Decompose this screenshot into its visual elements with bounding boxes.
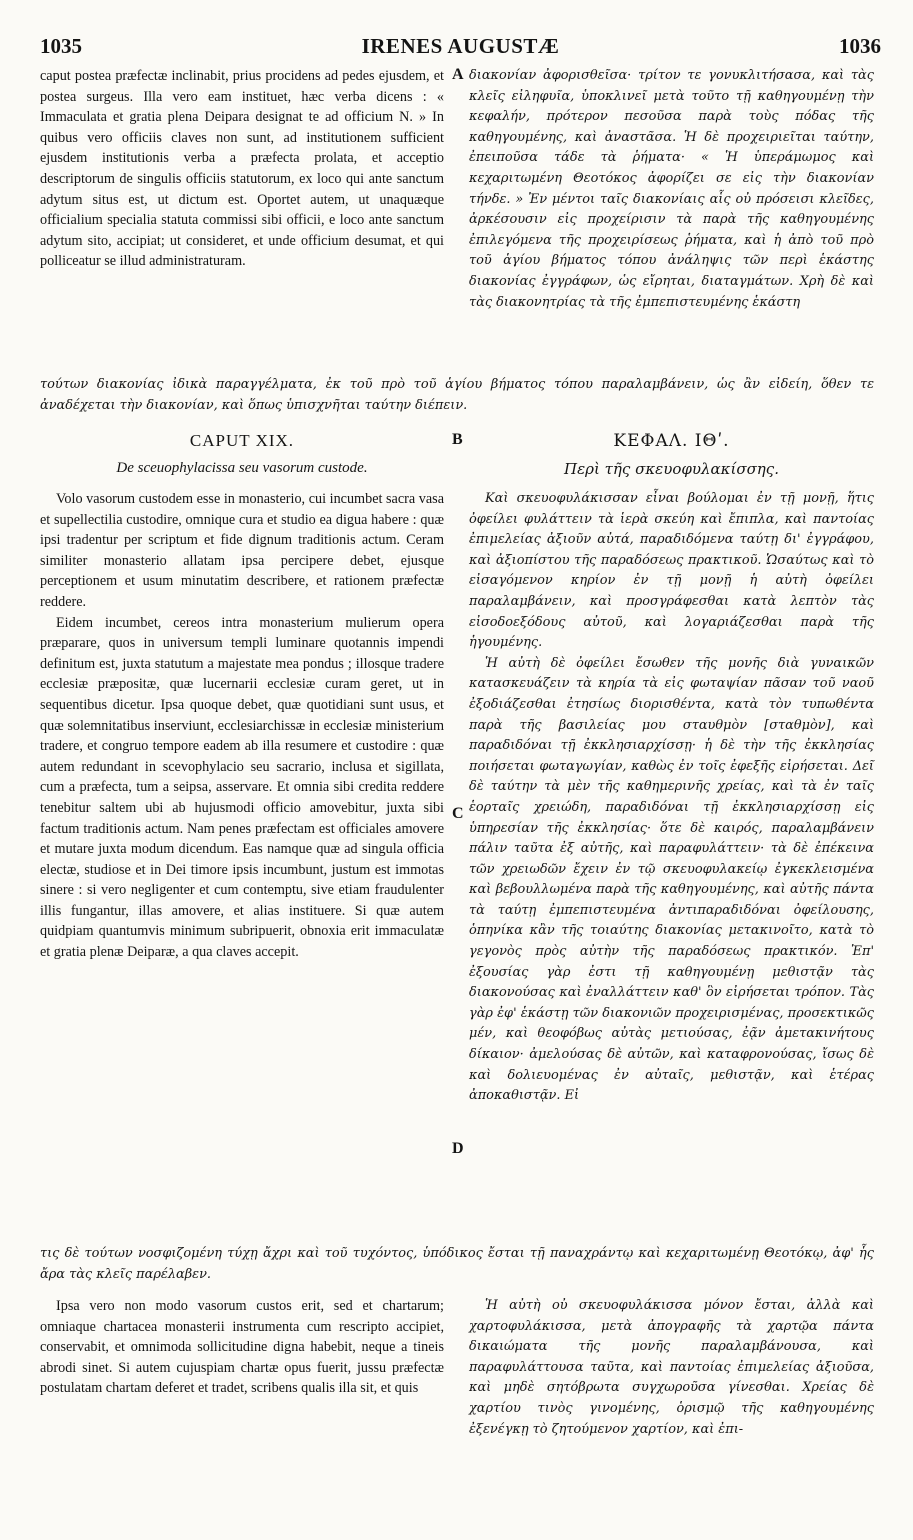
running-title: IRENES AUGUSTÆ (361, 34, 560, 58)
latin-paragraph: Ipsa vero non modo vasorum custos erit, sed et chartarum; omniaque chartacea monasterii instrumenta cum rescripto accipiet, conservabit, et omnimoda sollicitudine digna habebit, neque a tineis abrodi sinet. Si autem cujuspiam chartæ opus fuerit, jussu præfectæ postulatam chartam deferet et tradet, scribens qualis illa sit, et quis (40, 1298, 444, 1397)
latin-paragraph: caput postea præfectæ inclinabit, prius procidens ad pedes ejusdem, et postea surgeus. Illa vero eam instituet, hæc verba dicens : « Immaculata et gratia plena Deipara designat te ad officium N. » In quibus vero officiis claves non sunt, ad institutionem sufficient ejusdem institutionis verba a præfecta prolata, et acceptio descriptorum de singulis officiis statutorum, ex loco qui ante sanctum adytum situs est, ut dictum est. Oportet autem, ut unaquæque officialium specialia statuta commissi sibi officii, e loco ante sanctum adytum sito, accipiat; ut consideret, et unde officium desumat, et qui polliceatur se illud administraturam. (40, 68, 444, 270)
greek-paragraph: Ἡ αὐτὴ οὐ σκευοφυλάκισσα μόνον ἔσται, ἀλλὰ καὶ χαρτοφυλάκισσα, μετὰ ἀπογραφῆς τὰ χαρτῷα πάντα δικαιώματα τῆς μονῆς παραλαμβάνουσα, καὶ παραφυλάττουσα ταῦτα, καὶ παντοίας ἐπιμελείας ἀξιοῦσα, καὶ μηδὲ σητόβρωτα συγχωροῦσα γίνεσθαι. Χρείας δὲ χαρτίου τινὸς γινομένης, ὁρισμῷ τῆς καθηγουμένης ἐξενέγκῃ τὸ ζητούμενον χαρτίον, καὶ ἐπι- (469, 1298, 874, 1437)
left-page-number: 1035 (40, 34, 82, 58)
margin-marker-b: B (452, 431, 463, 448)
greek-paragraph: διακονίαν ἀφορισθεῖσα· τρίτον τε γονυκλιτήσασα, καὶ τὰς κλεῖς εἰληφυῖα, ὑποκλινεῖ μετὰ τοῦτο τῇ καθηγουμένῃ τὴν κεφαλήν, πρότερον πεσοῦσα παρὰ τοὺς πόδας τῆς καθηγουμένης, καὶ ἀναστᾶσα. Ἡ δὲ προχειριεῖται ταύτην, ἐπειποῦσα τάδε τὰ ῥήματα· « Ἡ ὑπεράμωμος καὶ κεχαριτωμένη Θεοτόκος ἀφορίζει σε εἰς τὴν διακονίαν τήνδε. » Ἐν μέντοι ταῖς διακονίαις αἷς οὐ πρόσεισι κλεῖδες, ἀρκέσουσιν εἰς προχείρισιν τὰ παρὰ τῆς καθηγουμένης ἐπιλεγόμενα τῆς προχειρίσεως ῥήματα, καὶ ἡ ἀπὸ τοῦ πρὸ τοῦ ἁγίου βήματος τόπου ἀνάληψις τῶν περὶ ἑκάστης διακονίας ἐγγράφων, ὡς εἴρηται, διαταγμάτων. Χρὴ δὲ καὶ τὰς διακονητρίας τὰ τῆς ἐμπεπιστευμένης ἑκάστη (469, 68, 874, 310)
margin-marker-d: D (452, 1140, 464, 1157)
margin-marker-a: A (452, 66, 464, 83)
latin-column-b (40, 489, 444, 963)
greek-chapter-title: ΚΕΦΑΛ. ΙΘʹ. (613, 431, 730, 451)
spanning-greek-line-a: τούτων διακονίας ἰδικὰ παραγγέλματα, ἐκ τοῦ πρὸ τοῦ ἁγίου βήματος τόπου παραλαμβάνειν, ὡς ἂν εἰδείη, ὅθεν τε ἀναδέχεται τὴν διακονίαν, καὶ ὅπως ὑπισχνῆται ταύτην διέπειν. (40, 377, 874, 413)
greek-paragraph: Ἡ αὐτὴ δὲ ὀφείλει ἔσωθεν τῆς μονῆς διὰ γυναικῶν κατασκευάζειν τὰ κηρία τὰ εἰς φωταψίαν πᾶσαν τοῦ ναοῦ ἐξοδιάζεσθαι ἐτησίως διορισθέντα, κατὰ τὸν τυπωθέντα παρὰ τῆς βασιλείας μου σταυθμὸν [σταθμὸν], καὶ παραδιδόναι τῇ ἐκκλησιαρχίσσῃ· ἡ δὲ τὴν τῆς ἐκκλησίας ποιήσεται φωταγωγίαν, καθὼς ἐν τοῖς ἐφεξῆς εἰρήσεται. Δεῖ δὲ ταύτην τὰ μὲν τῆς καθημερινῆς χρείας, καὶ τὰ ἐν ταῖς ἑορταῖς χρειώδη, παραδιδόναι τῇ ἐκκλησιαρχίσσῃ εἰς ὑπηρεσίαν τῆς ἐκκλησίας· ὅτε δὲ καιρός, παραλαμβάνειν πάλιν ταῦτα ἐξ αὐτῆς, καὶ παραφυλάττειν· τὰ δὲ ἐπέκεινα τῶν χρειωδῶν ἔχειν ἐν τῷ σκευοφυλακείῳ ἐγκεκλεισμένα καὶ βεβουλλωμένα παρὰ τῆς καθηγουμένης, καὶ αὐτῆς πάντα τὰ ταύτῃ ἐμπεπιστευμένα ἀντιπαραδιδόναι ὀφείλουσης, ὁπηνίκα κἂν τῆς τοιαύτης διακονίας μετακινοῖτο, κατὰ τὸ γεγονὸς πρὸς αὐτὴν τῆς παραδόσεως πρακτικόν. Ἐπ' ἐξουσίας γὰρ ἐστι τῇ καθηγουμένῃ μεθιστᾷν τὰς διακονούσας καὶ ἐναλλάττειν καθ' ὃν εἰρήσεται τρόπον. Τὰς γὰρ ἐφ' ἑκάστῃ τῶν διακονιῶν προχειρισμένας, προσεκτικῶς μέν, καὶ θεοφόβως αὐτὰς μετιούσας, ἐᾷν ἀμετακινήτους δίκαιον· ἀμελούσας δὲ αὐτῶν, καὶ καταφρονούσας, ἴσως δὲ καὶ δολιευομένας ἐν αὐταῖς, μεθιστᾷν, καὶ ἑτέρας ἀποκαθιστᾷν. Εἰ (469, 655, 874, 1104)
latin-column-a (40, 66, 444, 272)
latin-chapter-title: CAPUT XIX. (189, 431, 295, 450)
greek-paragraph: Καὶ σκευοφυλάκισσαν εἶναι βούλομαι ἐν τῇ μονῇ, ἥτις ὀφείλει φυλάττειν τὰ ἱερὰ σκεύη καὶ ἔπιπλα, καὶ παντοίας ἐπιμελείας ἀξιοῦν αὐτά, παραδιδόμενα ταύτῃ δι' ἐγγράφου, καὶ ἀξιοπίστου τῆς παραδόσεως πρακτικοῦ. Ὡσαύτως καὶ τὸ εἰσαγόμενον κηρίον ἐν τῇ μονῇ ἡ αὐτὴ ὀφείλει παραλαμβάνειν, καὶ προσγράφεσθαι κατὰ λεπτὸν τὰς εἰσοδοεξόδους αὐτοῦ, καὶ λογαριάζεσθαι παρὰ τῆς ἡγουμένης. (469, 491, 874, 651)
latin-paragraph: Volo vasorum custodem esse in monasterio, cui incumbet sacra vasa et supellectilia custodire, omnique cura et studio ea digua habere : quæ ipsi tradentur per scriptum et fide dignum traditionis actum. Ceram similiter monasterio allatam ipsa percipere debet, ejusque perceptionem et usum minutatim describere, et rationem præfectæ reddere. (40, 491, 444, 610)
latin-chapter-subtitle: De sceuophylacissa seu vasorum custode. (116, 460, 368, 476)
right-page-number: 1036 (839, 34, 881, 58)
greek-column-c (469, 1296, 874, 1440)
greek-chapter-subtitle: Περὶ τῆς σκευοφυλακίσσης. (564, 460, 779, 478)
spanning-greek-line-b: τις δὲ τούτων νοσφιζομένη τύχῃ ἄχρι καὶ τοῦ τυχόντος, ὑπόδικος ἔσται τῇ παναχράντῳ καὶ κεχαριτωμένῃ Θεοτόκῳ, ἀφ' ἧς ἄρα τὰς κλεῖς παρέλαβεν. (40, 1246, 874, 1282)
margin-marker-c: C (452, 805, 464, 822)
latin-column-c (40, 1296, 444, 1399)
greek-column-b (469, 489, 874, 1107)
running-header (40, 34, 881, 58)
greek-column-a (469, 66, 874, 313)
latin-paragraph: Eidem incumbet, cereos intra monasterium mulierum opera præparare, quos in universum templi luminare quotannis impendi definitum est, juxta statutum a majestate mea pondus ; illosque tradere ecclesiæ præpositæ, quæ lucernarii ecclesiæ curam geret, ut in sequentibus dicetur. Ipsa quoque debet, quæ quotidiani sunt usus, et quæ solemnitatibus inserviunt, ecclesiarchissæ in ecclesiæ ministerium tradere, et congruo tempore eadem ab illa resumere et custodire : quæ autem redundant in scevophylacio seu sacrario, inclusa et sigillata, cum a præfecta, tum a seipsa, asservare. Et omnia sibi credita reddere tenebitur saltem ubi ab hujusmodi officio amovebitur, juxta sibi factum traditionis actum. Nam penes præfectam est officiales amovere et mutare juxta modum dicendum. Eas namque quæ ad singula officia electæ, studiose et in Dei timore ipsis incumbunt, justum est immotas sinere : si vero negligenter et cum contemptu, sive etiam fraudulenter illis fungantur, illas amovere, et alias instituere. Si quæ autem quidpiam quantumvis minimum subripuerit, obnoxia erit immaculatæ et gratia plenæ Deiparæ, a qua claves accepit. (40, 614, 444, 961)
